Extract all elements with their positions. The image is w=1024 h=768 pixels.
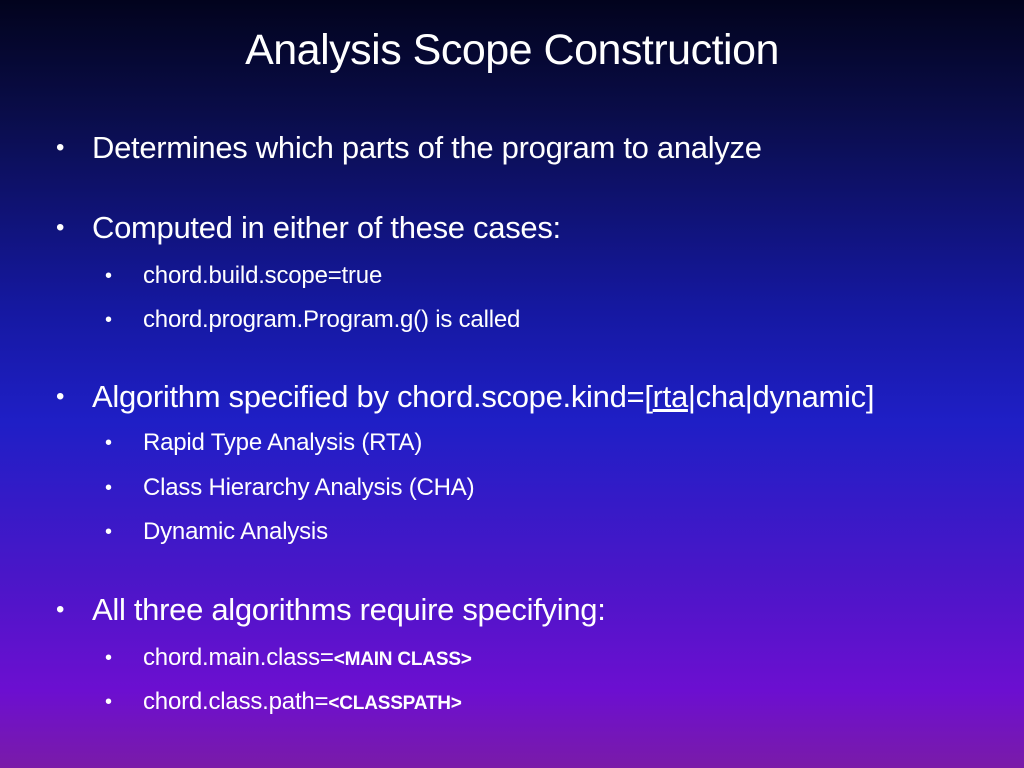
sub-bullet-glyph: • (105, 647, 112, 669)
sub-item-3-1-text: Rapid Type Analysis (RTA) (143, 429, 423, 456)
sub-item-3-2-text: Class Hierarchy Analysis (CHA) (143, 474, 475, 501)
sub-bullet-glyph: • (105, 477, 112, 499)
bullet-glyph: • (56, 383, 65, 410)
bullet-item-3 (56, 378, 875, 416)
slide-title: Analysis Scope Construction (245, 26, 779, 74)
sub-item-4-2-text: chord.class.path= (143, 688, 329, 715)
bullet-item-3-text-suffix: |cha|dynamic] (687, 379, 875, 414)
sub-item-2-1-text: chord.build.scope=true (143, 262, 383, 289)
sub-bullet-glyph: • (105, 521, 112, 543)
sub-bullet-glyph: • (105, 691, 112, 713)
sub-bullet-glyph: • (105, 265, 112, 287)
sub-item-3-1 (105, 428, 423, 458)
sub-item-4-1 (105, 643, 472, 675)
sub-item-3-3-text: Dynamic Analysis (143, 518, 328, 545)
bullet-glyph: • (56, 596, 65, 623)
sub-item-4-1-text: chord.main.class= (143, 644, 334, 671)
sub-item-3-2 (105, 473, 475, 503)
sub-item-4-2-placeholder: <CLASSPATH> (328, 693, 462, 714)
bullet-item-2 (56, 209, 561, 247)
sub-bullet-glyph: • (105, 309, 112, 331)
sub-item-2-1 (105, 261, 383, 291)
bullet-item-1 (56, 129, 762, 167)
bullet-item-3-text-prefix: Algorithm specified by chord.scope.kind=[ (92, 379, 653, 414)
sub-item-2-2-text: chord.program.Program.g() is called (143, 306, 521, 333)
bullet-item-3-text-underlined: rta (652, 379, 688, 414)
bullet-item-4-text: All three algorithms require specifying: (92, 592, 606, 627)
sub-item-4-2 (105, 687, 462, 719)
sub-item-3-3 (105, 517, 328, 547)
sub-bullet-glyph: • (105, 432, 112, 454)
bullet-glyph: • (56, 214, 65, 241)
sub-item-2-2 (105, 305, 521, 335)
bullet-glyph: • (56, 134, 65, 161)
bullet-item-1-text: Determines which parts of the program to analyze (92, 130, 762, 165)
bullet-item-2-text: Computed in either of these cases: (92, 210, 561, 245)
sub-item-4-1-placeholder: <MAIN CLASS> (333, 649, 472, 670)
bullet-item-4 (56, 591, 606, 629)
